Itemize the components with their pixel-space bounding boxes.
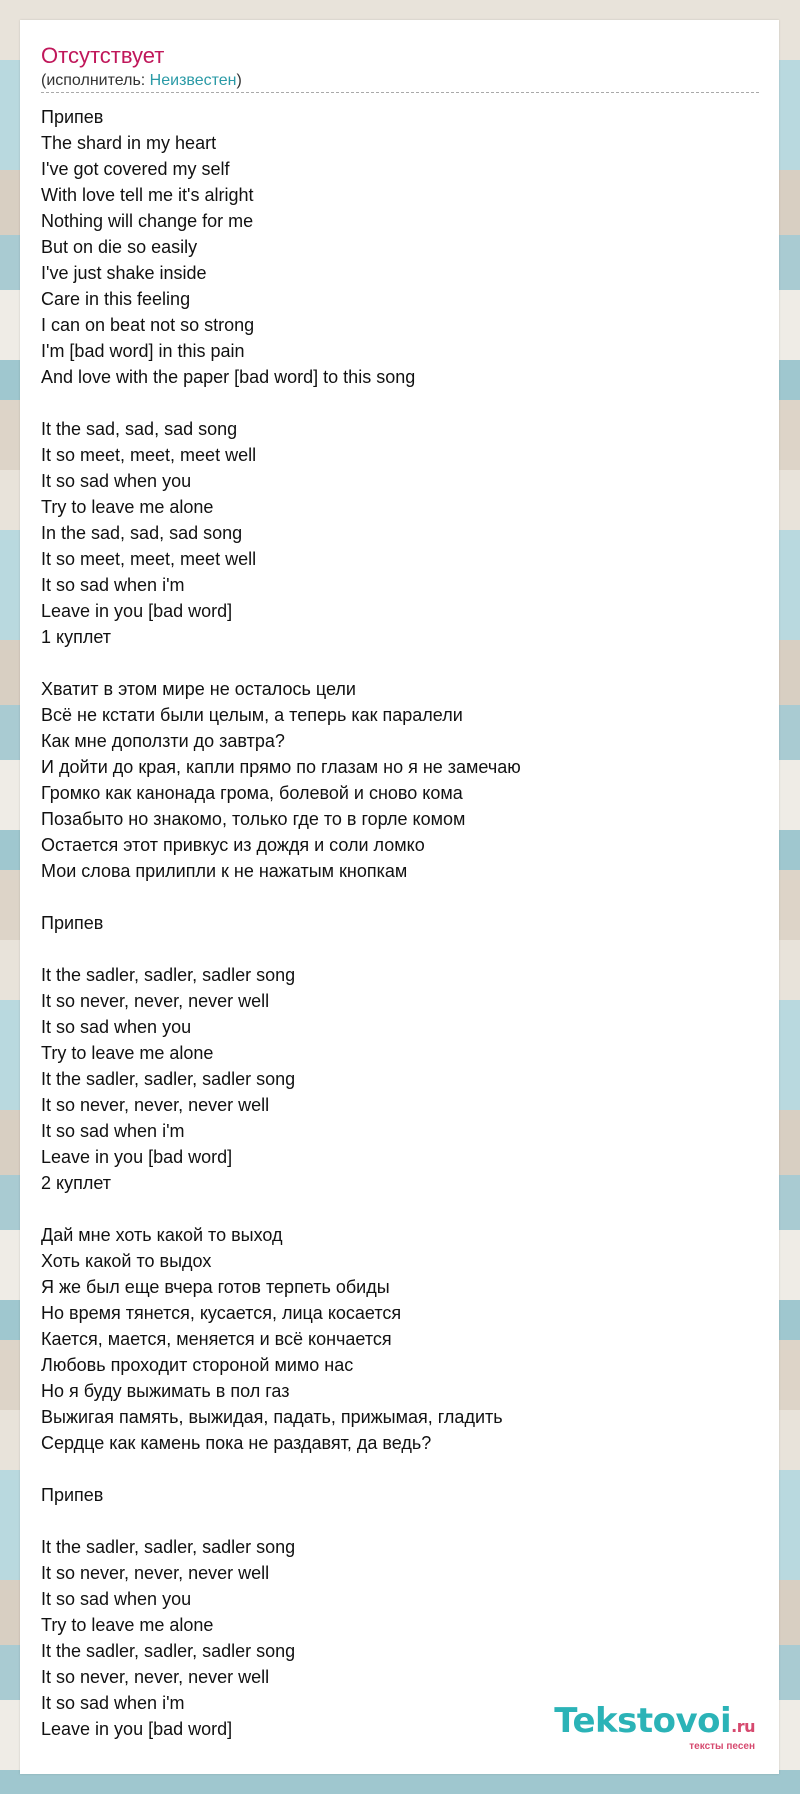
artist-link[interactable]: Неизвестен [149, 72, 237, 89]
blank-line [41, 884, 761, 910]
lyric-line: Care in this feeling [41, 289, 191, 309]
logo-tld: .ru [731, 1717, 755, 1736]
lyric-line: I've just shake inside [41, 263, 207, 283]
lyric-line: It the sadler, sadler, sadler song [41, 1641, 296, 1661]
lyric-line: It so never, never, never well [41, 991, 270, 1011]
lyric-line: It so sad when you [41, 1017, 192, 1037]
lyric-line: It the sadler, sadler, sadler song [41, 965, 296, 985]
lyric-line: It the sadler, sadler, sadler song [41, 1537, 296, 1557]
lyric-line: Сердце как камень пока не раздавят, да ведь? [41, 1433, 432, 1453]
lyric-line: Всё не кстати были целым, а теперь как паралели [41, 705, 463, 725]
lyric-line: I can on beat not so strong [41, 315, 255, 335]
lyric-line: Leave in you [bad word] [41, 601, 233, 621]
blank-line [41, 1456, 761, 1482]
lyric-line: And love with the paper [bad word] to this song [41, 367, 416, 387]
lyric-line: It so meet, meet, meet well [41, 549, 257, 569]
lyric-line: It the sadler, sadler, sadler song [41, 1069, 296, 1089]
lyric-line: It so sad when you [41, 471, 192, 491]
lyric-line: Дай мне хоть какой то выход [41, 1225, 283, 1245]
lyric-line: Я же был еще вчера готов терпеть обиды [41, 1277, 390, 1297]
lyric-line: Но я буду выжимать в пол газ [41, 1381, 290, 1401]
blank-line [41, 936, 761, 962]
lyric-line: Try to leave me alone [41, 497, 214, 517]
lyric-line: With love tell me it's alright [41, 185, 254, 205]
logo-wordmark: Tekstovoi [554, 1701, 732, 1741]
lyric-line: Хватит в этом мире не осталось цели [41, 679, 356, 699]
lyric-line: It so sad when you [41, 1589, 192, 1609]
lyric-line: I've got covered my self [41, 159, 230, 179]
title-divider [41, 92, 759, 93]
blank-line [41, 650, 761, 676]
lyric-line: It so sad when i'm [41, 575, 185, 595]
blank-line [41, 1196, 761, 1222]
lyric-line: 2 куплет [41, 1173, 111, 1193]
lyrics-body [41, 104, 761, 1742]
lyric-line: Выжигая память, выжидая, падать, прижымая, гладить [41, 1407, 503, 1427]
lyric-line: Хоть какой то выдох [41, 1251, 212, 1271]
lyric-line: Припев [41, 107, 104, 127]
lyric-line: It so sad when i'm [41, 1121, 185, 1141]
lyric-line: But on die so easily [41, 237, 198, 257]
lyric-line: The shard in my heart [41, 133, 217, 153]
lyric-line: И дойти до края, капли прямо по глазам но я не замечаю [41, 757, 521, 777]
lyric-line: Nothing will change for me [41, 211, 254, 231]
blank-line [41, 1508, 761, 1534]
lyric-line: Кается, мается, меняется и всё кончается [41, 1329, 392, 1349]
logo-tagline: тексты песен [689, 1741, 755, 1752]
lyric-line: Позабыто но знакомо, только где то в горле комом [41, 809, 466, 829]
lyric-line: Try to leave me alone [41, 1615, 214, 1635]
lyric-line: Как мне доползти до завтра? [41, 731, 285, 751]
lyric-line: Громко как канонада грома, болевой и сново кома [41, 783, 463, 803]
lyric-line: It so never, never, never well [41, 1095, 270, 1115]
lyric-line: Любовь проходит стороной мимо нас [41, 1355, 354, 1375]
song-title: Отсутствует [41, 43, 165, 68]
lyric-line: It so never, never, never well [41, 1667, 270, 1687]
site-logo[interactable] [554, 1703, 755, 1752]
lyric-line: Leave in you [bad word] [41, 1719, 233, 1739]
blank-line [41, 390, 761, 416]
artist-prefix: (исполнитель: [41, 72, 150, 89]
artist-suffix: ) [236, 72, 242, 89]
lyric-line: I'm [bad word] in this pain [41, 341, 245, 361]
lyric-line: 1 куплет [41, 627, 111, 647]
lyric-line: Припев [41, 913, 104, 933]
lyric-line: Try to leave me alone [41, 1043, 214, 1063]
lyric-line: It so meet, meet, meet well [41, 445, 257, 465]
lyric-line: In the sad, sad, sad song [41, 523, 243, 543]
lyric-line: Leave in you [bad word] [41, 1147, 233, 1167]
lyric-line: Остается этот привкус из дождя и соли ломко [41, 835, 425, 855]
lyric-line: It so never, never, never well [41, 1563, 270, 1583]
artist-line [41, 72, 242, 90]
lyric-line: Припев [41, 1485, 104, 1505]
lyric-line: It the sad, sad, sad song [41, 419, 238, 439]
lyric-line: Но время тянется, кусается, лица косается [41, 1303, 402, 1323]
lyric-line: It so sad when i'm [41, 1693, 185, 1713]
lyric-line: Мои слова прилипли к не нажатым кнопкам [41, 861, 408, 881]
lyrics-card [20, 20, 779, 1774]
